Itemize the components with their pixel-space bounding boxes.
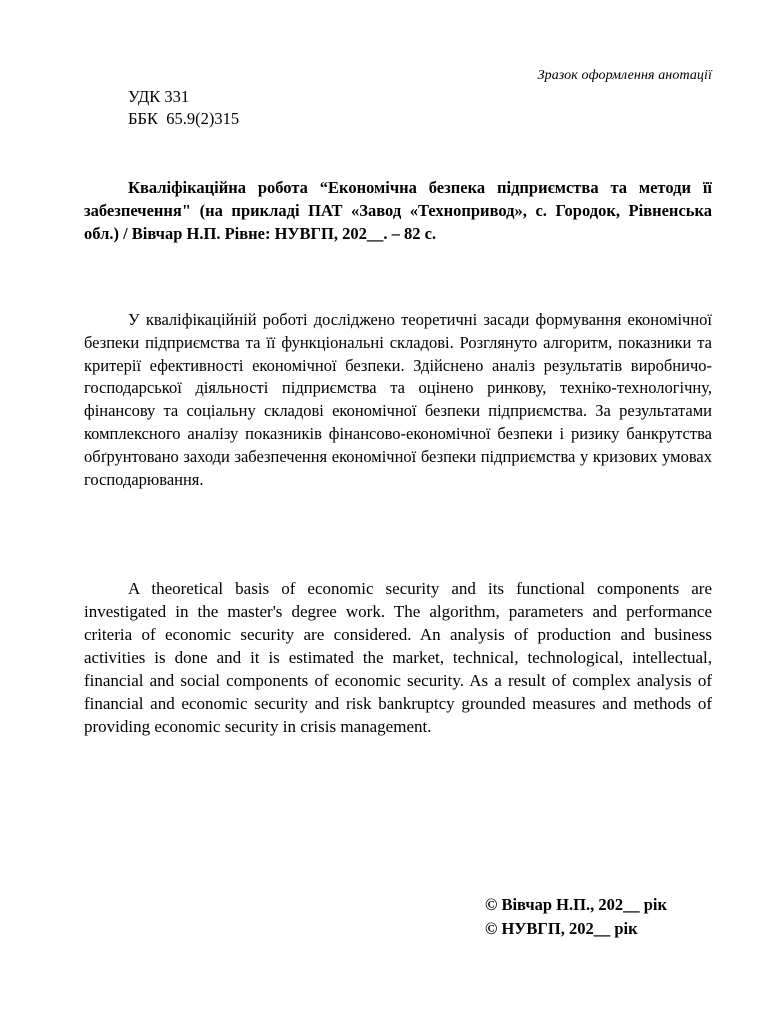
classification-codes (128, 86, 239, 130)
annotation-english: A theoretical basis of economic security and its functional components are investigated in the master's degree work. The algorithm, parameters and performance criteria of economic security are considered. An analysis of production and business activities is done and it is estimated the market, technical, technological, intellectual, financial and social components of economic security. As a result of complex analysis of financial and economic security and risk bankruptcy grounded measures and methods of providing economic security in crisis management. (84, 579, 712, 736)
sample-note: Зразок оформлення анотації (537, 68, 712, 83)
bbk-code: ББК 65.9(2)315 (128, 109, 240, 128)
udk-code: УДК 331 (128, 87, 190, 106)
copyright-block (485, 893, 667, 941)
copyright-university: © НУВГП, 202__ рік (485, 919, 638, 938)
copyright-author: © Вівчар Н.П., 202__ рік (485, 895, 667, 914)
bibliographic-entry: Кваліфікаційна робота “Економічна безпека підприємства та методи її забезпечення" (на прикладі ПАТ «Завод «Технопривод», с. Городок, Рівненська обл.) / Вівчар Н.П. Рівне: НУВГП, 202__. – 82 с. (84, 178, 712, 243)
annotation-ukrainian: У кваліфікаційній роботі досліджено теоретичні засади формування економічної безпеки підприємства та її функціональні складові. Розглянуто алгоритм, показники та критерії ефективності економічної безпеки. Здійснено аналіз результатів виробничо-господарської діяльності підприємства та оцінено ринкову, техніко-технологічну, фінансову та соціальну складові економічної безпеки підприємства. За результатами комплексного аналізу показників фінансово-економічної безпеки і ризику банкрутства обґрунтовано заходи забезпечення економічної безпеки підприємства у кризових умовах господарювання. (84, 310, 712, 489)
